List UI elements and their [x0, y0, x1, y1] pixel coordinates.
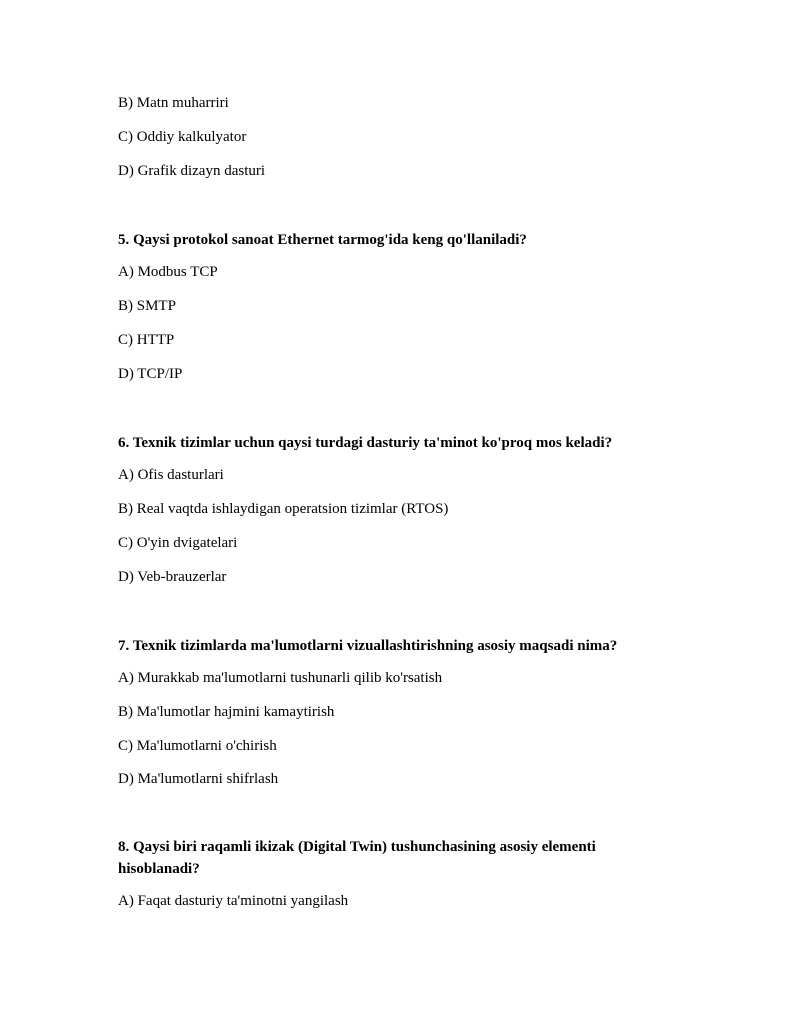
option-b: B) Matn muharriri: [118, 95, 229, 111]
question-title: 8. Qaysi biri raqamli ikizak (Digital Twin) tushunchasining asosiy elementi hisoblanadi?: [118, 839, 596, 877]
option-d: D) Grafik dizayn dasturi: [118, 163, 266, 179]
option-a: A) Ofis dasturlari: [118, 467, 224, 483]
option-a: A) Modbus TCP: [118, 264, 218, 280]
option-d: D) TCP/IP: [118, 366, 183, 382]
option-a: A) Faqat dasturiy ta'minotni yangilash: [118, 893, 349, 909]
option-c: C) Ma'lumotlarni o'chirish: [118, 738, 277, 754]
option-c: C) HTTP: [118, 332, 175, 348]
option-c: C) O'yin dvigatelari: [118, 535, 238, 551]
option-b: B) Ma'lumotlar hajmini kamaytirish: [118, 704, 335, 720]
option-d: D) Veb-brauzerlar: [118, 569, 227, 585]
question-title: 6. Texnik tizimlar uchun qaysi turdagi dasturiy ta'minot ko'proq mos keladi?: [118, 435, 613, 451]
option-d: D) Ma'lumotlarni shifrlash: [118, 771, 279, 787]
option-c: C) Oddiy kalkulyator: [118, 129, 247, 145]
option-b: B) Real vaqtda ishlaydigan operatsion tizimlar (RTOS): [118, 501, 449, 517]
option-a: A) Murakkab ma'lumotlarni tushunarli qilib ko'rsatish: [118, 670, 443, 686]
question-title: 5. Qaysi protokol sanoat Ethernet tarmog'ida keng qo'llaniladi?: [118, 232, 527, 248]
option-b: B) SMTP: [118, 298, 176, 314]
question-title: 7. Texnik tizimlarda ma'lumotlarni vizuallashtirishning asosiy maqsadi nima?: [118, 638, 618, 654]
